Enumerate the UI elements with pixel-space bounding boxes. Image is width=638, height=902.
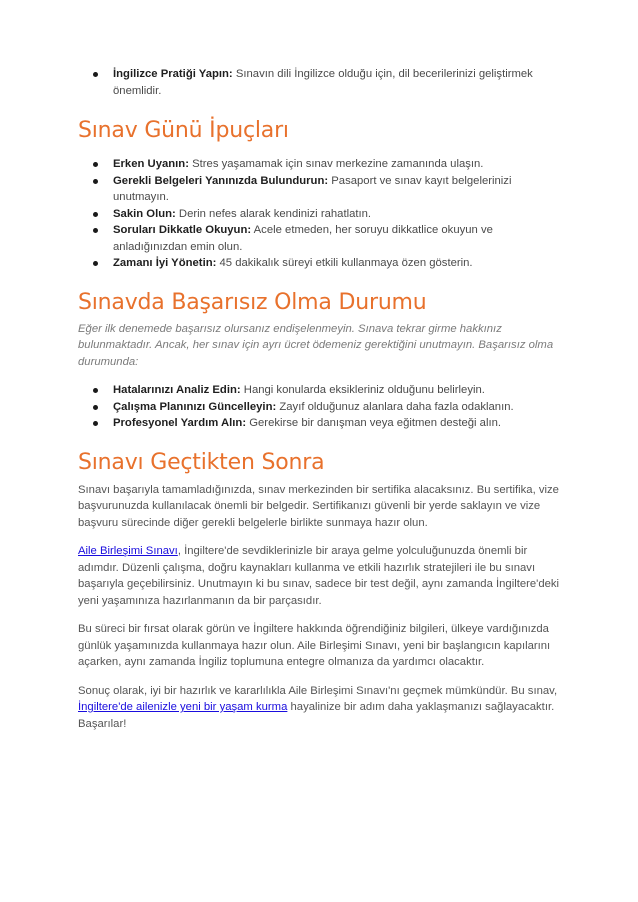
list-item: [78, 415, 564, 432]
list-item: [78, 173, 564, 206]
list-item-bold: Çalışma Planınızı Güncelleyin:: [113, 400, 277, 413]
heading-exam-day-tips: Sınav Günü İpuçları: [78, 118, 289, 143]
list-item-text: Sınavın dili İngilizce olduğu için, dil becerilerinizi geliştirmek önemlidir.: [113, 68, 533, 97]
document-page: [78, 66, 564, 732]
heading-after-passing: Sınavı Geçtikten Sonra: [78, 449, 325, 475]
list-item: [78, 156, 564, 173]
failure-intro-paragraph: Eğer ilk denemede başarısız olursanız endişelenmeyin. Sınava tekrar girme hakkınız bulunmaktadır. Ancak, her sınav için ayrı ücret ödemeniz gerektiğini unutmayın. Başarısız olma durumunda:: [78, 322, 554, 368]
failure-bullet-list: [78, 382, 564, 432]
tips-bullet-list: [78, 156, 564, 272]
list-item: [78, 66, 564, 99]
list-item-bold: Zamanı İyi Yönetin:: [113, 257, 217, 269]
heading-exam-failure: Sınavda Başarısız Olma Durumu: [78, 289, 427, 315]
after-paragraph-2: [78, 543, 564, 609]
list-item-text: Gerekirse bir danışman veya eğitmen desteği alın.: [246, 417, 502, 429]
list-item-bold: Soruları Dikkatle Okuyun:: [113, 224, 252, 236]
after-paragraph-4: [78, 683, 564, 733]
list-item-text: Stres yaşamamak için sınav merkezine zamanında ulaşın.: [188, 158, 484, 170]
list-item: [78, 399, 564, 416]
list-item-bold: Hatalarınızı Analiz Edin:: [113, 384, 241, 396]
paragraph-text: hayalinize bir adım daha yaklaşmanızı sağlayacaktır. Başarılar!: [78, 701, 555, 730]
list-item-text: Pasaport ve sınav kayıt belgelerinizi unutmayın.: [113, 174, 512, 203]
list-item-bold: İngilizce Pratiği Yapın:: [113, 68, 233, 80]
list-item-text: Derin nefes alarak kendinizi rahatlatın.: [175, 207, 372, 220]
list-item: [78, 382, 564, 399]
list-item: [78, 222, 564, 255]
list-item-text: Acele etmeden, her soruyu dikkatlice okuyun ve anladığınızdan emin olun.: [113, 224, 493, 253]
list-item-bold: Profesyonel Yardım Alın:: [113, 417, 247, 429]
list-item-bold: Erken Uyanın:: [113, 158, 189, 170]
list-item-text: Hangi konularda eksikleriniz olduğunu belirleyin.: [240, 384, 485, 396]
list-item-text: 45 dakikalık süreyi etkili kullanmaya özen gösterin.: [216, 257, 473, 269]
family-reunion-exam-link[interactable]: Aile Birleşimi Sınavı: [78, 545, 178, 557]
top-bullet-list: [78, 66, 564, 99]
list-item-bold: Sakin Olun:: [113, 207, 176, 220]
list-item-text: Zayıf olduğunuz alanlara daha fazla odaklanın.: [276, 400, 514, 413]
list-item: [78, 255, 564, 272]
after-paragraph-1: Sınavı başarıyla tamamladığınızda, sınav merkezinden bir sertifika alacaksınız. Bu sertifika, vize başvurunuzda kullanılacak önemli bir belgedir. Sertifikanızı güvenli bir yerde saklayın ve vize başvuru sürecinde diğer gerekli belgelerle birlikte sunmaya hazır olun.: [78, 483, 559, 529]
paragraph-text: , İngiltere'de sevdiklerinizle bir araya gelme yolculuğunuzda önemli bir adımdır. Düzenli çalışma, doğru kaynakları kullanma ve etkili hazırlık stratejileri ile bu sınavı başarıyla geçebilirsiniz. Unutmayın ki bu sınav, sadece bir test değil, aynı zamanda İngiltere'deki yeni yaşamınıza hazırlanmanın da bir parçasıdır.: [78, 545, 560, 607]
list-item: [78, 206, 564, 223]
new-life-in-uk-link[interactable]: İngiltere'de ailenizle yeni bir yaşam kurma: [78, 701, 288, 713]
after-paragraph-3: Bu süreci bir fırsat olarak görün ve İngiltere hakkında öğrendiğiniz bilgileri, ülkeye vardığınızda günlük yaşamınızda kullanmaya hazır olun. Aile Birleşimi Sınavı, yeni bir başlangıcın kapılarını açarken, aynı zamanda İngiliz toplumuna entegre olmanıza da yardımcı olacaktır.: [78, 623, 551, 668]
paragraph-text: Sonuç olarak, iyi bir hazırlık ve kararlılıkla Aile Birleşimi Sınavı'nı geçmek mümkündür. Bu sınav,: [78, 684, 558, 697]
list-item-bold: Gerekli Belgeleri Yanınızda Bulundurun:: [113, 174, 329, 187]
